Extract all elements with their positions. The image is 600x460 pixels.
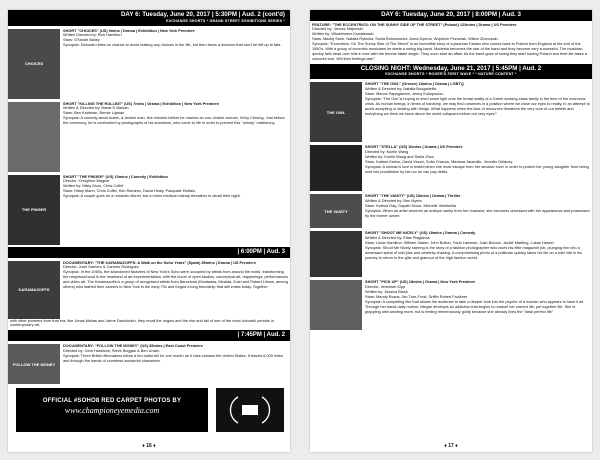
film-title: DOCUMENTARY: "FOLLOW THE MONEY" (US) 85mins | East Coast Premiere: [63, 344, 204, 349]
film-title: SHORT "PICK UP" (US) 18mins | Drama | New York Premiere: [365, 280, 476, 285]
film-info-stella: [362, 145, 592, 191]
left-day-header: [8, 10, 290, 26]
film-synopsis: Synopsis: 'The Owl' is hoping to shed some light onto the brutal reality of a Greek working-class family in the time of the economic crisis. As human beings, in times of hardship, we may find ourselves in a position where we close our eyes to reality, in an attempt to avoid accepting or dealing with things. What happens when the lack of resources threatens the very core of our beliefs and everything we think we know about the world collapses before our very eyes?: [365, 96, 590, 116]
feature-eccentrics: [310, 23, 592, 62]
film-stars: Stars: Katrina Day, Gayatri Dixon, Michelle Veintimilla: [365, 204, 456, 209]
film-poster-shoot-me-nicely: [310, 231, 362, 277]
film-credit: Director: Jeremiah Kipp: [365, 285, 406, 290]
film-title: SHORT "THE VANITY" (US) 15mins | Drama | Thriller: [365, 194, 461, 199]
diamond-icon: ♦: [142, 443, 145, 449]
left-page: [8, 10, 290, 452]
film-info-choices: [60, 29, 290, 99]
film-poster-stella: [310, 145, 362, 191]
film-credit: Written & Directed by: Barak D Barkan: [63, 106, 129, 111]
film-credit: Directed by: Janusz Majewski: [312, 27, 363, 32]
film-entry-the-finger: [8, 175, 290, 245]
film-info-shoot-me-nicely: [362, 231, 592, 277]
film-info-the-vanity: [362, 194, 592, 228]
festival-laurel-logo: [216, 388, 284, 432]
right-page-footer: [310, 443, 592, 449]
film-credit: Written & Directed by: Natalia Bougadellis: [365, 87, 437, 92]
time-bar-label: | 7:45PM | Aud. 2: [237, 332, 285, 339]
film-entry-shoot-me-nicely: [310, 231, 592, 277]
right-header-line1: DAY 6: Tuesday, June 20, 2017 | 8:00PM | Aud. 3: [381, 11, 521, 18]
photo-credit-label: OFFICIAL #SOHO8 RED CARPET PHOTOS BY: [42, 398, 182, 404]
film-info-the-owl: [362, 82, 592, 142]
closing-header-line1: CLOSING NIGHT: Wednesday, June 21, 2017 | 5:45PM | Aud. 2: [360, 64, 542, 72]
film-credit: Directed by: John Hardwick, Steve Boggan & Ben Unwin: [63, 349, 160, 354]
film-entry-choices: [8, 29, 290, 99]
film-synopsis: Synopsis: A couple goes for a romantic dinner, but a minor medical mishap threatens to derail their night.: [63, 194, 241, 199]
film-credit: Written & Directed by: Elias Plagianos: [365, 236, 430, 241]
film-info-killing-the-rollbit: [60, 102, 290, 172]
closing-header-line2: EXCHANGE SHORTS * ROGER'S FIRST WAVE * * NATURE CONTENT *: [385, 72, 517, 77]
film-stars: Stars: Hilary Mann, Chris Coffel, Kim Ramirez, David Healy, Pasquale Divitalo: [63, 189, 196, 194]
film-entry-pick-up: [310, 280, 592, 330]
film-entry-stella: [310, 145, 592, 191]
right-day-header: [310, 10, 592, 21]
page-number: 16: [146, 443, 152, 449]
film-synopsis: Synopsis: "Eccentrics. On The Sunny Side of The Street" is an incredible story of a jazzman Fabian who comes back to Poland from England at the end of the 1950's. With a group of eccentric musicians he starts a swing big-band. Modesta becomes the star of the band and they become very successful. The musician quickly falls head over hills in love with the femme fatale singer. They soon start an affair. As the band goes of swing they start touring Poland and their life takes a colourful turn. Will their feelings last?: [312, 42, 588, 61]
film-writers: Written by: Misty Moro, Chris Coffel: [63, 184, 124, 189]
film-poster-pick-up: [310, 280, 362, 330]
film-writers: Written by: Jessica Blank: [365, 290, 408, 295]
film-credit: Written & Directed by: Ben Myers: [365, 199, 422, 204]
time-bar-745pm: [8, 330, 290, 341]
diamond-icon: ♦: [455, 443, 458, 449]
film-title: SHORT "THE FINGER" (US) 10mins | Comedy | Exhibition: [63, 174, 168, 179]
film-entry-follow-the-money: [8, 344, 290, 384]
closing-night-header: [310, 64, 592, 80]
film-credit: Director: Creighton Wagner: [63, 179, 110, 184]
diamond-icon: ♦: [153, 443, 156, 449]
film-poster-follow-the-money: FOLLOW THE MONEY: [8, 344, 60, 384]
film-entry-the-vanity: [310, 194, 592, 228]
film-info-pick-up: [362, 280, 592, 330]
film-stars: Stars: Maciej Stuhr, Natalia Rybicka, Sonia Bohosiewicz, Anna Dymna, Wojciech Pszoniak, Wiktor Zborowski: [312, 37, 498, 42]
left-page-footer: [8, 443, 290, 449]
left-header-line1: DAY 6: Tuesday, June 20, 2017 | 5:30PM | Aud. 2 (cont'd): [120, 11, 285, 18]
film-title: SHORT "THE OWL" (Greece) 18mins | Drama | LGBTQ: [365, 82, 464, 87]
film-synopsis: Synopsis: Shoot Me Nicely starring is the story of a fashion photographer who loses his elite magazine job, plunging him into a downward spiral of odd jobs and celebrity chasing. A compromising photo of a politician quickly takes his life on a wild ride in his journey to return to the glitz and glamour of the high fashion world.: [365, 245, 583, 260]
film-title: SHORT "KILLING THE ROLLBIT" (US) 7mins | Drama | Exhibition | New York Premiere: [63, 101, 220, 106]
page-number: 17: [448, 443, 454, 449]
film-info-follow-the-money: [60, 344, 290, 384]
film-entry-killing-the-rollbit: [8, 102, 290, 172]
film-title: SHORT "STELLA" (US) 10mins | Drama | US Premiere: [365, 145, 463, 150]
film-info-karamazoffs: [60, 261, 290, 319]
film-synopsis: Synopsis: Three British filmmakers follow a ten dollar bill for one month as it criss crosses the United States. It travels 6,000 miles and through the hands of countless wonderful characters.: [63, 354, 283, 364]
film-stars: Stars: O'Norah Bailey: [63, 38, 100, 43]
film-synopsis: Synopsis: In the 1960s, the abandoned factories of New York's Soho were occupied by artists from around the world, transforming the neighbourhood in the heartland of art experimentation, with the boom of open studios, conceptual art, happenings, performances and video art. The Karamazoffs is a group of recognised artists from Barcelona (Muntadas, Miralda, Zush and Robert Llimos, among others) who started their careers in New York in the early 70s and forged a long friendship that still exists today. Together: [63, 270, 289, 290]
film-synopsis-continued: with other pioneers from that era, like Jonas Mekas and Jaime Davidovich, they recall the origins and the rise and fall of one of the most colourful periods in contemporary art.: [10, 318, 274, 328]
film-stars: Stars: Ben Kaufman, Bernie Ligman: [63, 111, 125, 116]
film-poster-the-owl: THE OWL: [310, 82, 362, 142]
film-title: SHORT "CHOICES" (US) 9mins | Drama | Exhibition | New York Premiere: [63, 28, 195, 33]
film-poster-killing-the-rollbit: [8, 102, 60, 172]
film-writer: Written by: Włodzimierz Kowalewski: [312, 32, 374, 37]
film-title: SHORT "SHOOT ME NICELY" (US) 18mins | Drama | Comedy: [365, 231, 476, 236]
film-credit: Written Directed by: Rick Hamilton: [63, 33, 122, 38]
photo-credit-url[interactable]: www.championeyemedia.com: [64, 406, 160, 415]
film-title: FEATURE: "THE ECCENTRICS: ON THE SUNNY SIDE OF THE STREET" (Poland) 123mins | Drama | US Premiere: [312, 22, 517, 27]
film-stars: Stars: Manos Papagiannis, Jenny Koliopoulou: [365, 92, 444, 97]
film-poster-karamazoffs: KARAMAZOFFS: [8, 261, 60, 319]
time-bar-6pm: [8, 247, 290, 258]
film-poster-the-vanity: THE VANITY: [310, 194, 362, 228]
film-credit: Director: Juan Gamero & Carmen Rodriguez: [63, 265, 139, 270]
film-info-the-finger: [60, 175, 290, 245]
film-poster-choices: CHOICES: [8, 29, 60, 99]
film-credit: Directed by: Kunlin Wang: [365, 150, 409, 155]
right-page: [310, 10, 592, 452]
film-stars: Stars: Katrine Keiton, David Vesch, Sofia Chacon, Mariana Jaramillo, Jennifer Delaney: [365, 159, 513, 164]
film-synopsis: Synopsis: A woman's love is tested when she must escape from her abusive lover in order to protect her young daughter from being sold into prostitution by him so he can pay debts.: [365, 164, 589, 174]
time-bar-label: | 6:00PM | Aud. 3: [237, 248, 285, 255]
film-writers: Written by: Kunlin Wang and Stella Zhou: [365, 155, 435, 160]
left-header-line2: EXCHANGE SHORTS * GRAND STREET EXHIBITIONS SERIES *: [166, 18, 285, 23]
film-synopsis: Synopsis: A comedy about Adam, a Jewish man, five minutes before he marries an non-Jewish woman, Vicky Cheung. Just before the ceremony, he is confronted by photographs of his ancestors, who come to life in order to prevent this "unholy" matrimony.: [63, 116, 285, 126]
diamond-icon: ♦: [444, 443, 447, 449]
laurel-icon: [220, 391, 280, 429]
film-entry-karamazoffs: [8, 261, 290, 319]
film-synopsis: Synopsis: Deborah relies on chance to avoid making any choices in her life, but then faces a decision that can't be left up to fate.: [63, 43, 282, 48]
film-stars: Stars: Mandy Evans, Jim True-Frost, Griffin Robert Faulkner: [365, 294, 468, 299]
film-entry-the-owl: [310, 82, 592, 142]
film-stars: Stars: Linda Hamilton, William Sadler, John Bolton, Tosin Lawman, Josh Burrow, Jackie Martling, Lukas Hassel: [365, 241, 554, 246]
photo-credit-banner: [16, 388, 208, 432]
film-poster-the-finger: THE FINGER: [8, 175, 60, 245]
film-title: DOCUMENTARY: "THE KARAMAZOFFS: A Walk on the Soho Years" (Spain) 85mins | Drama | US Premiere: [63, 260, 256, 265]
film-synopsis: Synopsis: A compelling film that allows the audience to take a deeper look into the psyche of a woman who appears to have it all. Through her banal daily routine, Megan develops an addiction that begins to unravel her current life; put together life. She is grappling with wanting more, but is feeling tremendously guilty because she already lives the "ideal perfect life".: [365, 299, 585, 314]
film-synopsis: Synopsis: When an artist receives an antique vanity from her husband, she becomes obsessed with her appearance and possessed by the former owner.: [365, 208, 590, 218]
